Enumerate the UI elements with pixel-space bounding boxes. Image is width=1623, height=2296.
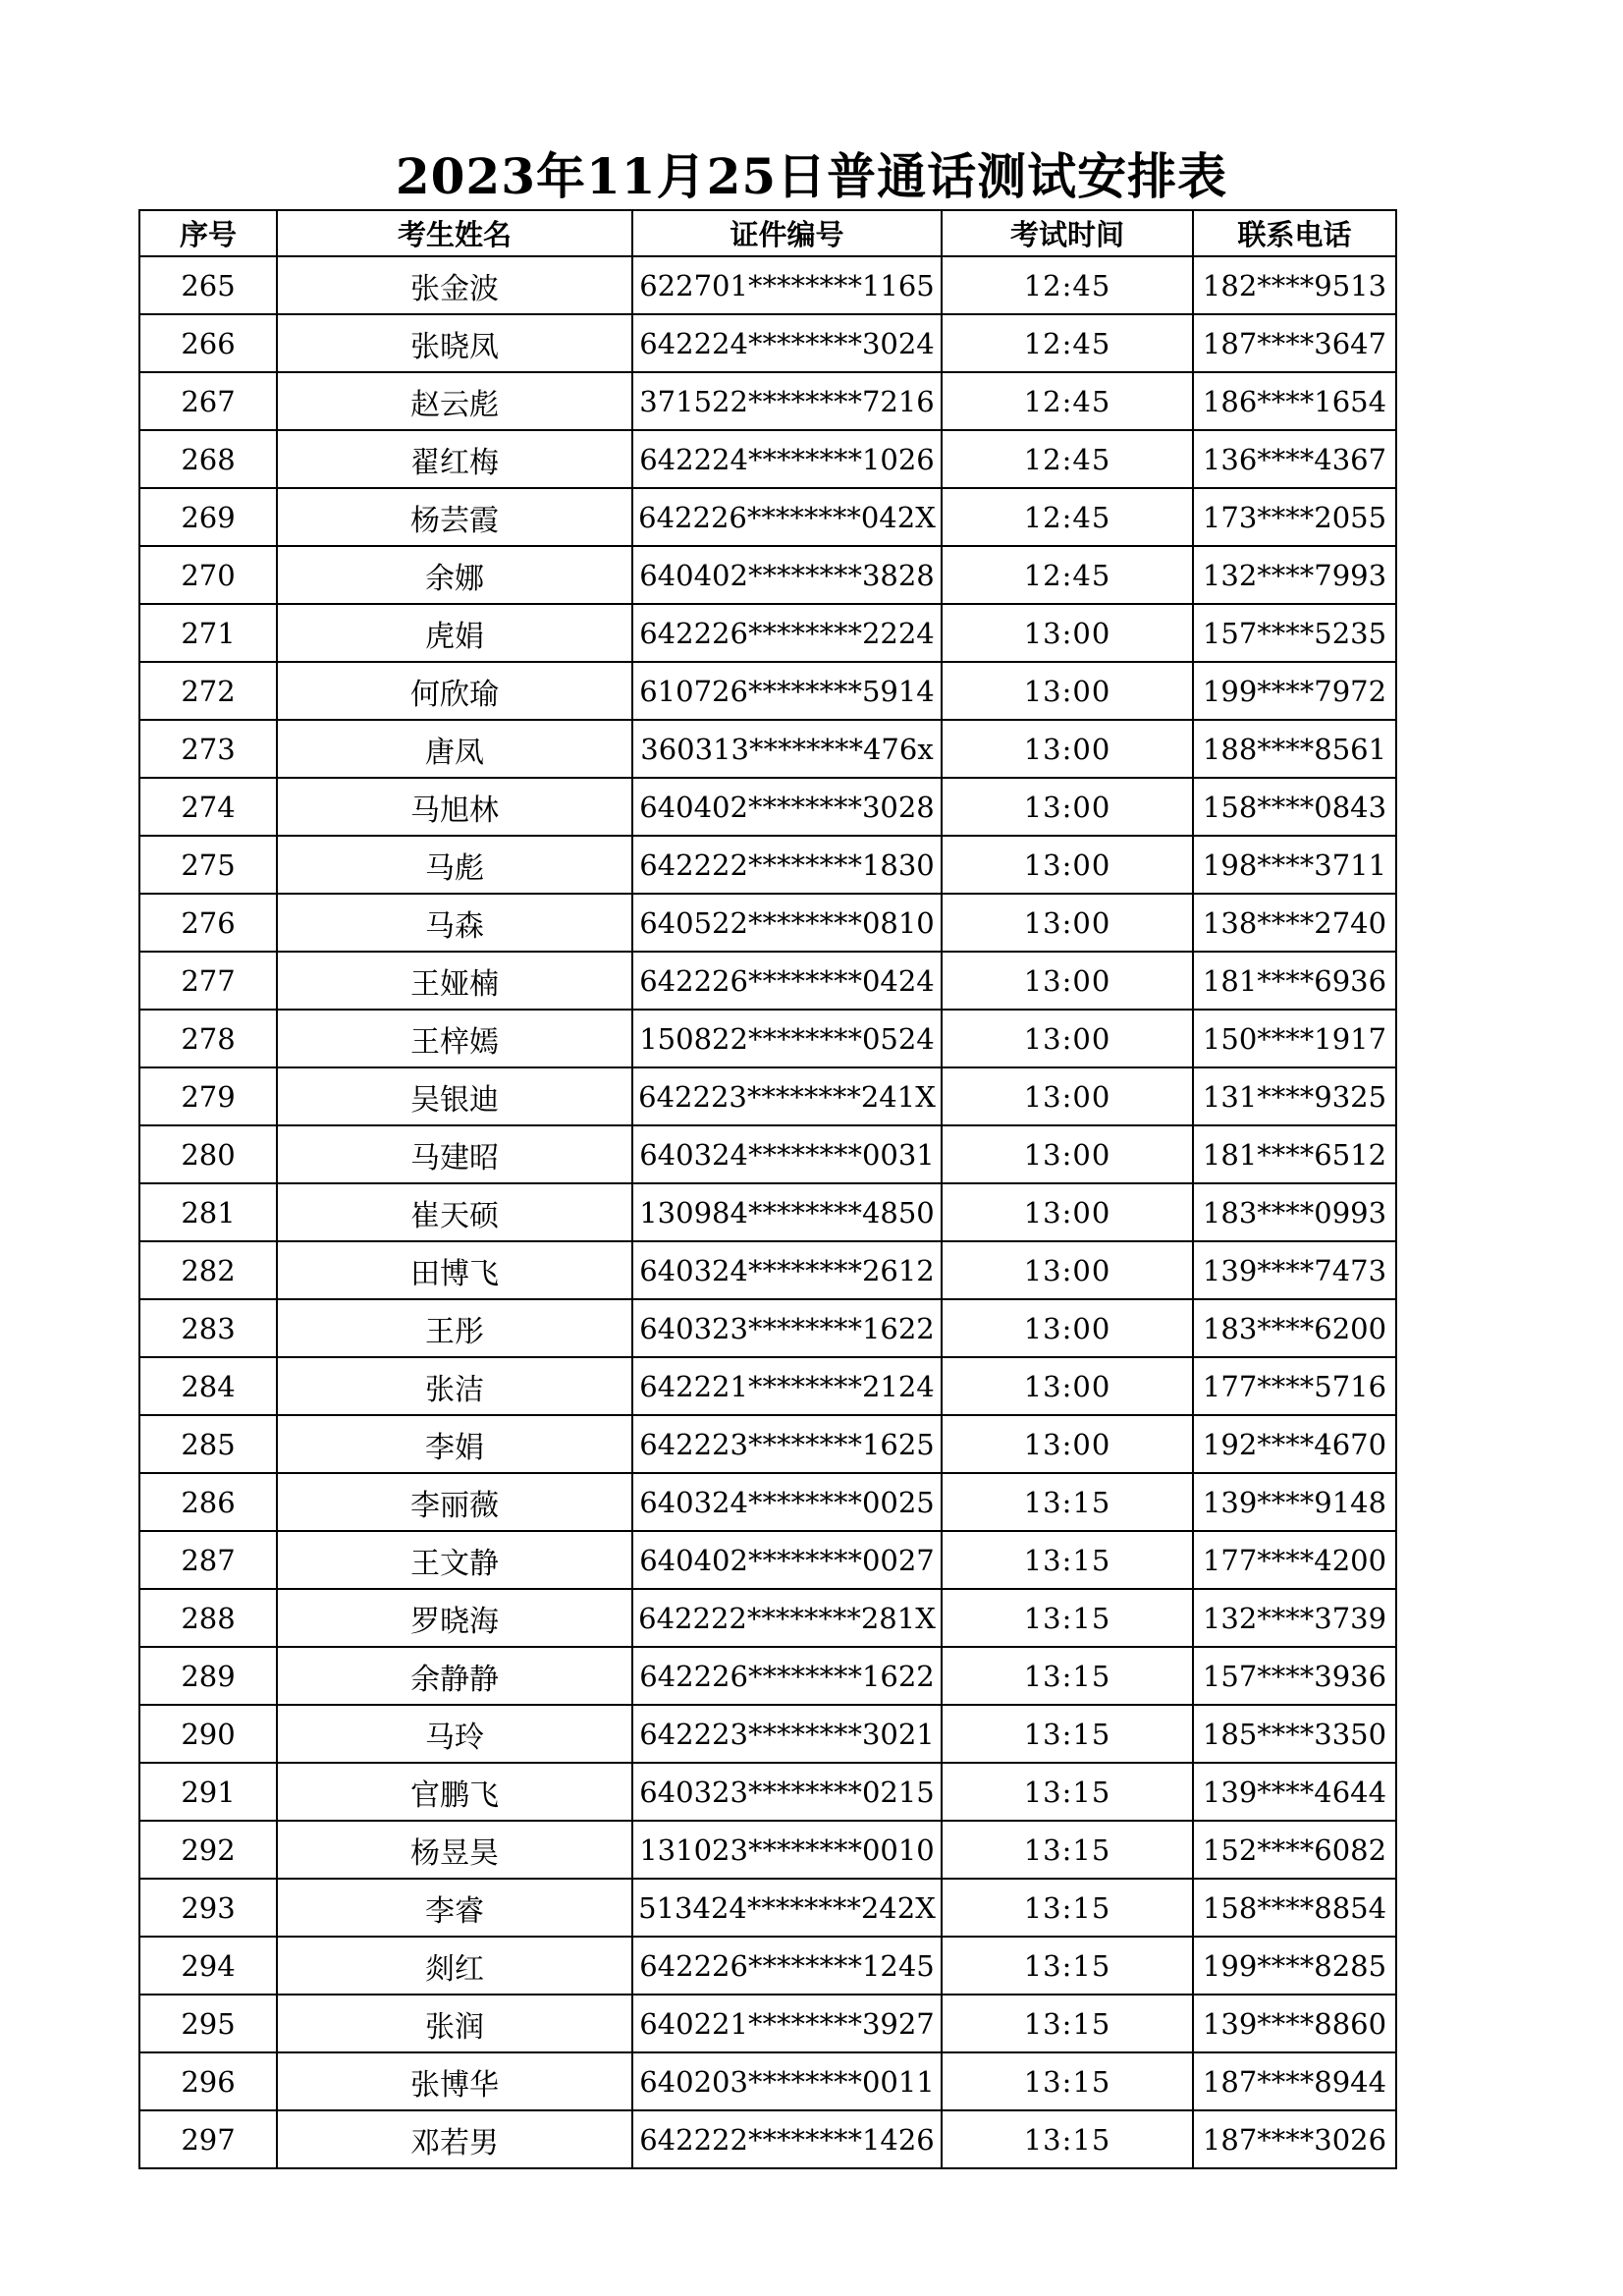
cell-name: 李睿: [277, 1879, 632, 1937]
cell-phone: 187****3647: [1193, 314, 1396, 372]
cell-name: 马玲: [277, 1705, 632, 1763]
cell-id-number: 642226********1622: [632, 1647, 942, 1705]
header-phone: 联系电话: [1193, 210, 1396, 256]
cell-exam-time: 13:15: [942, 2110, 1193, 2168]
cell-seq: 272: [139, 662, 277, 720]
table-header-row: [139, 210, 1396, 256]
cell-id-number: 371522********7216: [632, 372, 942, 430]
cell-seq: 288: [139, 1589, 277, 1647]
cell-id-number: 513424********242X: [632, 1879, 942, 1937]
cell-id-number: 642221********2124: [632, 1357, 942, 1415]
cell-seq: 275: [139, 836, 277, 894]
cell-phone: 181****6936: [1193, 952, 1396, 1010]
cell-exam-time: 13:00: [942, 836, 1193, 894]
cell-seq: 274: [139, 778, 277, 836]
cell-exam-time: 13:15: [942, 1647, 1193, 1705]
cell-phone: 152****6082: [1193, 1821, 1396, 1879]
table-row: [139, 2052, 1396, 2110]
table-row: [139, 1415, 1396, 1473]
cell-id-number: 640323********1622: [632, 1299, 942, 1357]
table-row: [139, 1125, 1396, 1183]
table-row: [139, 1705, 1396, 1763]
cell-phone: 187****8944: [1193, 2052, 1396, 2110]
cell-id-number: 130984********4850: [632, 1183, 942, 1241]
header-seq: 序号: [139, 210, 277, 256]
cell-exam-time: 13:15: [942, 1705, 1193, 1763]
cell-exam-time: 13:00: [942, 1125, 1193, 1183]
cell-id-number: 640402********3828: [632, 546, 942, 604]
cell-seq: 281: [139, 1183, 277, 1241]
table-row: [139, 1879, 1396, 1937]
cell-phone: 181****6512: [1193, 1125, 1396, 1183]
cell-id-number: 642224********3024: [632, 314, 942, 372]
cell-phone: 139****9148: [1193, 1473, 1396, 1531]
table-row: [139, 604, 1396, 662]
cell-phone: 173****2055: [1193, 488, 1396, 546]
cell-id-number: 642226********1245: [632, 1937, 942, 1995]
cell-phone: 157****5235: [1193, 604, 1396, 662]
cell-name: 张博华: [277, 2052, 632, 2110]
cell-name: 王彤: [277, 1299, 632, 1357]
table-row: [139, 836, 1396, 894]
cell-phone: 132****3739: [1193, 1589, 1396, 1647]
cell-seq: 291: [139, 1763, 277, 1821]
cell-exam-time: 13:00: [942, 894, 1193, 952]
cell-phone: 158****8854: [1193, 1879, 1396, 1937]
cell-id-number: 642223********1625: [632, 1415, 942, 1473]
cell-exam-time: 13:00: [942, 1183, 1193, 1241]
cell-exam-time: 13:00: [942, 604, 1193, 662]
cell-name: 张洁: [277, 1357, 632, 1415]
cell-id-number: 150822********0524: [632, 1010, 942, 1067]
cell-name: 马彪: [277, 836, 632, 894]
cell-exam-time: 13:15: [942, 1589, 1193, 1647]
cell-seq: 279: [139, 1067, 277, 1125]
cell-name: 翟红梅: [277, 430, 632, 488]
cell-id-number: 360313********476x: [632, 720, 942, 778]
table-row: [139, 1821, 1396, 1879]
cell-phone: 186****1654: [1193, 372, 1396, 430]
cell-phone: 192****4670: [1193, 1415, 1396, 1473]
cell-id-number: 642226********042X: [632, 488, 942, 546]
cell-name: 余娜: [277, 546, 632, 604]
cell-phone: 131****9325: [1193, 1067, 1396, 1125]
cell-id-number: 640324********2612: [632, 1241, 942, 1299]
cell-seq: 273: [139, 720, 277, 778]
cell-id-number: 131023********0010: [632, 1821, 942, 1879]
cell-id-number: 640402********3028: [632, 778, 942, 836]
cell-exam-time: 13:15: [942, 1473, 1193, 1531]
cell-exam-time: 13:15: [942, 1821, 1193, 1879]
cell-seq: 266: [139, 314, 277, 372]
cell-name: 张金波: [277, 256, 632, 314]
table-row: [139, 1299, 1396, 1357]
table-row: [139, 1937, 1396, 1995]
cell-phone: 139****7473: [1193, 1241, 1396, 1299]
cell-id-number: 640323********0215: [632, 1763, 942, 1821]
cell-seq: 277: [139, 952, 277, 1010]
cell-seq: 290: [139, 1705, 277, 1763]
cell-exam-time: 13:00: [942, 1357, 1193, 1415]
cell-phone: 182****9513: [1193, 256, 1396, 314]
cell-seq: 278: [139, 1010, 277, 1067]
cell-name: 何欣瑜: [277, 662, 632, 720]
cell-name: 田博飞: [277, 1241, 632, 1299]
cell-seq: 297: [139, 2110, 277, 2168]
cell-exam-time: 12:45: [942, 488, 1193, 546]
table-row: [139, 1357, 1396, 1415]
cell-phone: 136****4367: [1193, 430, 1396, 488]
table-row: [139, 720, 1396, 778]
cell-phone: 199****8285: [1193, 1937, 1396, 1995]
cell-name: 李娟: [277, 1415, 632, 1473]
cell-phone: 157****3936: [1193, 1647, 1396, 1705]
cell-seq: 294: [139, 1937, 277, 1995]
cell-seq: 269: [139, 488, 277, 546]
cell-name: 张润: [277, 1995, 632, 2052]
cell-exam-time: 13:00: [942, 1010, 1193, 1067]
cell-exam-time: 13:15: [942, 1763, 1193, 1821]
cell-seq: 283: [139, 1299, 277, 1357]
cell-name: 剡红: [277, 1937, 632, 1995]
cell-id-number: 642222********1426: [632, 2110, 942, 2168]
cell-phone: 150****1917: [1193, 1010, 1396, 1067]
cell-exam-time: 12:45: [942, 256, 1193, 314]
cell-id-number: 642223********3021: [632, 1705, 942, 1763]
cell-id-number: 640203********0011: [632, 2052, 942, 2110]
cell-seq: 284: [139, 1357, 277, 1415]
table-body: [139, 256, 1396, 2168]
table-row: [139, 1473, 1396, 1531]
cell-seq: 293: [139, 1879, 277, 1937]
cell-id-number: 640522********0810: [632, 894, 942, 952]
table-row: [139, 314, 1396, 372]
cell-id-number: 640324********0025: [632, 1473, 942, 1531]
table-row: [139, 1763, 1396, 1821]
cell-phone: 187****3026: [1193, 2110, 1396, 2168]
cell-phone: 199****7972: [1193, 662, 1396, 720]
cell-id-number: 642222********1830: [632, 836, 942, 894]
cell-phone: 138****2740: [1193, 894, 1396, 952]
cell-name: 崔天硕: [277, 1183, 632, 1241]
cell-name: 马森: [277, 894, 632, 952]
cell-phone: 158****0843: [1193, 778, 1396, 836]
cell-seq: 268: [139, 430, 277, 488]
cell-seq: 270: [139, 546, 277, 604]
cell-name: 王娅楠: [277, 952, 632, 1010]
cell-seq: 265: [139, 256, 277, 314]
cell-id-number: 642224********1026: [632, 430, 942, 488]
cell-seq: 282: [139, 1241, 277, 1299]
cell-name: 张晓凤: [277, 314, 632, 372]
table-row: [139, 372, 1396, 430]
cell-phone: 183****6200: [1193, 1299, 1396, 1357]
cell-exam-time: 12:45: [942, 430, 1193, 488]
cell-name: 余静静: [277, 1647, 632, 1705]
cell-seq: 276: [139, 894, 277, 952]
cell-name: 王文静: [277, 1531, 632, 1589]
cell-exam-time: 13:15: [942, 1531, 1193, 1589]
cell-phone: 177****5716: [1193, 1357, 1396, 1415]
cell-seq: 289: [139, 1647, 277, 1705]
cell-name: 马建昭: [277, 1125, 632, 1183]
table-row: [139, 662, 1396, 720]
cell-name: 罗晓海: [277, 1589, 632, 1647]
cell-exam-time: 13:15: [942, 1879, 1193, 1937]
cell-phone: 132****7993: [1193, 546, 1396, 604]
cell-id-number: 642226********2224: [632, 604, 942, 662]
cell-name: 吴银迪: [277, 1067, 632, 1125]
table-row: [139, 488, 1396, 546]
table-row: [139, 778, 1396, 836]
cell-seq: 292: [139, 1821, 277, 1879]
table-row: [139, 430, 1396, 488]
cell-name: 官鹏飞: [277, 1763, 632, 1821]
cell-name: 邓若男: [277, 2110, 632, 2168]
table-row: [139, 1995, 1396, 2052]
table-row: [139, 2110, 1396, 2168]
cell-name: 虎娟: [277, 604, 632, 662]
cell-id-number: 640324********0031: [632, 1125, 942, 1183]
table-row: [139, 1241, 1396, 1299]
cell-phone: 177****4200: [1193, 1531, 1396, 1589]
cell-seq: 286: [139, 1473, 277, 1531]
table-row: [139, 546, 1396, 604]
cell-seq: 295: [139, 1995, 277, 2052]
cell-seq: 271: [139, 604, 277, 662]
cell-phone: 139****8860: [1193, 1995, 1396, 2052]
header-exam-time: 考试时间: [942, 210, 1193, 256]
table-row: [139, 1067, 1396, 1125]
cell-name: 杨芸霞: [277, 488, 632, 546]
cell-name: 唐凤: [277, 720, 632, 778]
schedule-table: [138, 209, 1397, 2169]
cell-seq: 267: [139, 372, 277, 430]
cell-name: 李丽薇: [277, 1473, 632, 1531]
cell-exam-time: 13:00: [942, 1241, 1193, 1299]
cell-exam-time: 13:00: [942, 1067, 1193, 1125]
page-title: 2023年11月25日普通话测试安排表: [395, 147, 1228, 205]
cell-phone: 139****4644: [1193, 1763, 1396, 1821]
cell-phone: 198****3711: [1193, 836, 1396, 894]
table-row: [139, 952, 1396, 1010]
table-row: [139, 1647, 1396, 1705]
cell-id-number: 640221********3927: [632, 1995, 942, 2052]
cell-name: 马旭林: [277, 778, 632, 836]
header-name: 考生姓名: [277, 210, 632, 256]
cell-exam-time: 13:00: [942, 1299, 1193, 1357]
table-row: [139, 1589, 1396, 1647]
cell-exam-time: 12:45: [942, 372, 1193, 430]
cell-seq: 285: [139, 1415, 277, 1473]
cell-exam-time: 13:15: [942, 1995, 1193, 2052]
cell-id-number: 642223********241X: [632, 1067, 942, 1125]
cell-exam-time: 13:00: [942, 720, 1193, 778]
table-row: [139, 256, 1396, 314]
cell-name: 王梓嫣: [277, 1010, 632, 1067]
cell-exam-time: 12:45: [942, 314, 1193, 372]
table-row: [139, 1531, 1396, 1589]
cell-phone: 183****0993: [1193, 1183, 1396, 1241]
cell-exam-time: 13:00: [942, 1415, 1193, 1473]
cell-name: 杨昱昊: [277, 1821, 632, 1879]
table-row: [139, 1183, 1396, 1241]
cell-exam-time: 13:15: [942, 1937, 1193, 1995]
cell-id-number: 622701********1165: [632, 256, 942, 314]
cell-name: 赵云彪: [277, 372, 632, 430]
cell-exam-time: 13:00: [942, 778, 1193, 836]
cell-id-number: 640402********0027: [632, 1531, 942, 1589]
cell-phone: 188****8561: [1193, 720, 1396, 778]
cell-seq: 296: [139, 2052, 277, 2110]
cell-id-number: 642222********281X: [632, 1589, 942, 1647]
table-row: [139, 894, 1396, 952]
cell-seq: 287: [139, 1531, 277, 1589]
cell-exam-time: 13:00: [942, 952, 1193, 1010]
cell-id-number: 610726********5914: [632, 662, 942, 720]
cell-seq: 280: [139, 1125, 277, 1183]
cell-id-number: 642226********0424: [632, 952, 942, 1010]
cell-exam-time: 13:15: [942, 2052, 1193, 2110]
cell-exam-time: 12:45: [942, 546, 1193, 604]
cell-exam-time: 13:00: [942, 662, 1193, 720]
table-row: [139, 1010, 1396, 1067]
cell-phone: 185****3350: [1193, 1705, 1396, 1763]
header-id-number: 证件编号: [632, 210, 942, 256]
